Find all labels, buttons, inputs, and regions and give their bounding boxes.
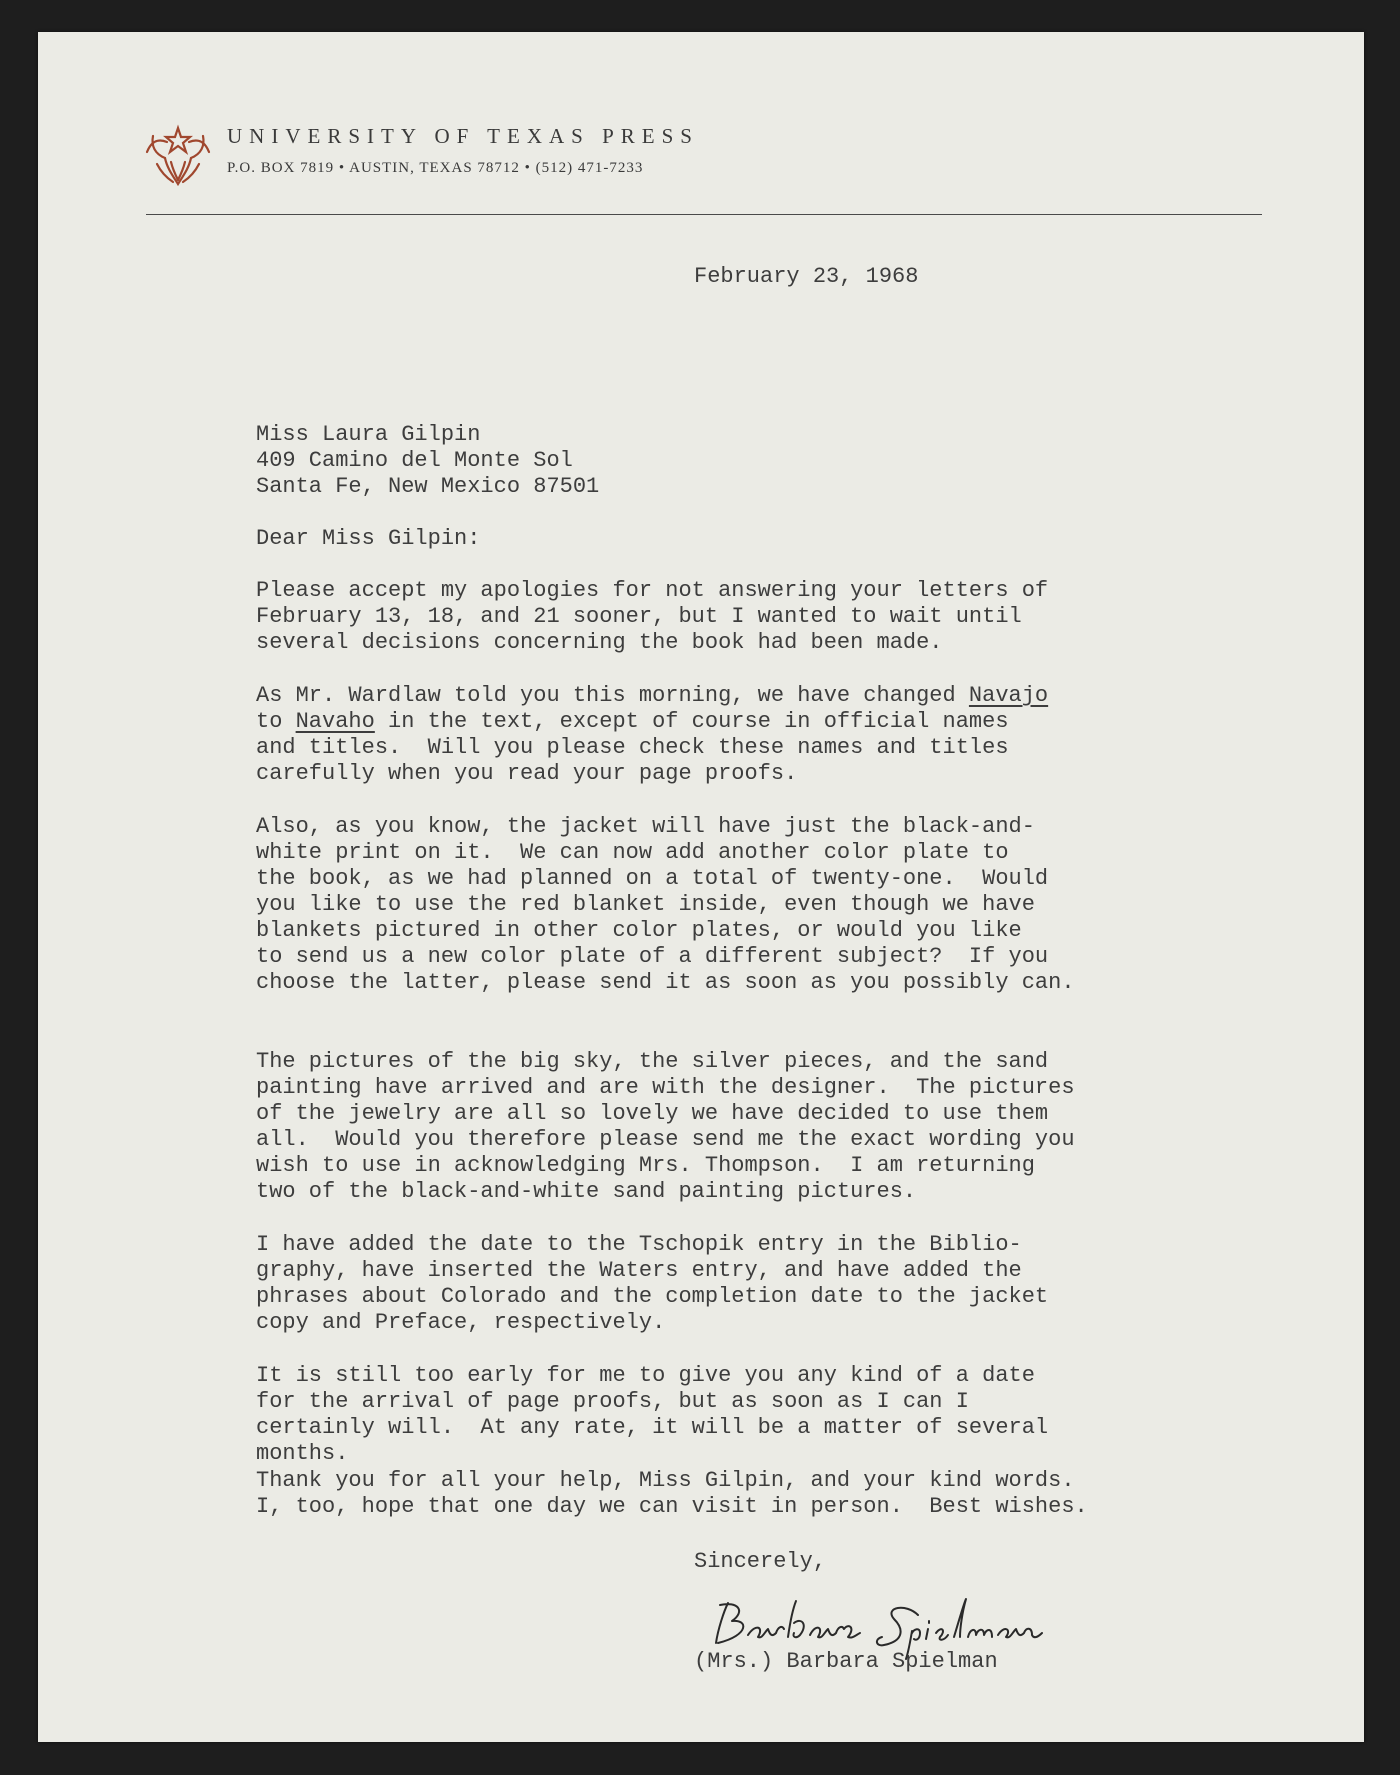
publisher-name: UNIVERSITY OF TEXAS PRESS (227, 124, 699, 148)
text-line: two of the black-and-white sand painting pictures. (256, 1179, 917, 1204)
signer-name: (Mrs.) Barbara Spielman (694, 1649, 998, 1674)
text-line: Please accept my apologies for not answering your letters of (256, 578, 1049, 603)
recipient-city: Santa Fe, New Mexico 87501 (256, 474, 600, 499)
closing: Sincerely, (694, 1549, 827, 1574)
recipient-address (256, 422, 599, 500)
text-line: the book, as we had planned on a total of twenty-one. Would (256, 866, 1049, 891)
text-line: I have added the date to the Tschopik entry in the Biblio- (256, 1232, 1022, 1257)
text-line: all. Would you therefore please send me the exact wording you (256, 1127, 1075, 1152)
text-line: blankets pictured in other color plates, or would you like (256, 918, 1022, 943)
text-line: painting have arrived and are with the designer. The pictures (256, 1075, 1075, 1100)
text-line: several decisions concerning the book had been made. (256, 630, 943, 655)
star-longhorn-seal-icon (143, 120, 213, 188)
text-line: Thank you for all your help, Miss Gilpin, and your kind words. (256, 1468, 1075, 1493)
underlined-word: Navajo (968, 683, 1049, 708)
text-line: choose the latter, please send it as soon as you possibly can. (256, 970, 1075, 995)
text-line: As Mr. Wardlaw told you this morning, we have changed (256, 683, 969, 708)
text-line: of the jewelry are all so lovely we have decided to use them (256, 1101, 1049, 1126)
underlined-word: Navaho (295, 709, 375, 734)
text-line: wish to use in acknowledging Mrs. Thompson. I am returning (256, 1153, 1035, 1178)
text-line: to send us a new color plate of a different subject? If you (256, 944, 1049, 969)
recipient-name: Miss Laura Gilpin (256, 422, 481, 447)
text-line: phrases about Colorado and the completion date to the jacket (256, 1284, 1049, 1309)
text-line: to (256, 709, 296, 734)
text-line: for the arrival of page proofs, but as soon as I can I (256, 1389, 969, 1414)
text-line: It is still too early for me to give you any kind of a date (256, 1363, 1035, 1388)
text-line: white print on it. We can now add another color plate to (256, 840, 1009, 865)
letter-page (38, 32, 1364, 1742)
text-line: carefully when you read your page proofs. (256, 761, 798, 786)
text-line: certainly will. At any rate, it will be a matter of several (256, 1415, 1049, 1440)
text-line: Also, as you know, the jacket will have just the black-and- (256, 814, 1035, 839)
paragraph-4 (256, 1049, 1075, 1205)
text-line: The pictures of the big sky, the silver pieces, and the sand (256, 1049, 1049, 1074)
paragraph-2 (256, 683, 1048, 787)
text-line: graphy, have inserted the Waters entry, and have added the (256, 1258, 1022, 1283)
text-line: and titles. Will you please check these names and titles (256, 735, 1009, 760)
text-line: I, too, hope that one day we can visit in person. Best wishes. (256, 1494, 1088, 1519)
text-line: you like to use the red blanket inside, even though we have (256, 892, 1035, 917)
salutation: Dear Miss Gilpin: (256, 526, 481, 551)
paragraph-7 (256, 1468, 1088, 1520)
text-line: months. (256, 1441, 349, 1466)
letter-date: February 23, 1968 (694, 264, 919, 289)
text-line: copy and Preface, respectively. (256, 1310, 666, 1335)
publisher-address: P.O. BOX 7819 • AUSTIN, TEXAS 78712 • (512) 471-7233 (227, 160, 644, 176)
paragraph-1 (256, 578, 1048, 656)
recipient-street: 409 Camino del Monte Sol (256, 448, 573, 473)
paragraph-5 (256, 1232, 1048, 1336)
text-line: February 13, 18, and 21 sooner, but I wanted to wait until (256, 604, 1022, 629)
paragraph-6 (256, 1363, 1048, 1467)
paragraph-3 (256, 814, 1075, 996)
letterhead-rule (146, 214, 1262, 215)
text-line: in the text, except of course in official names (374, 709, 1009, 734)
